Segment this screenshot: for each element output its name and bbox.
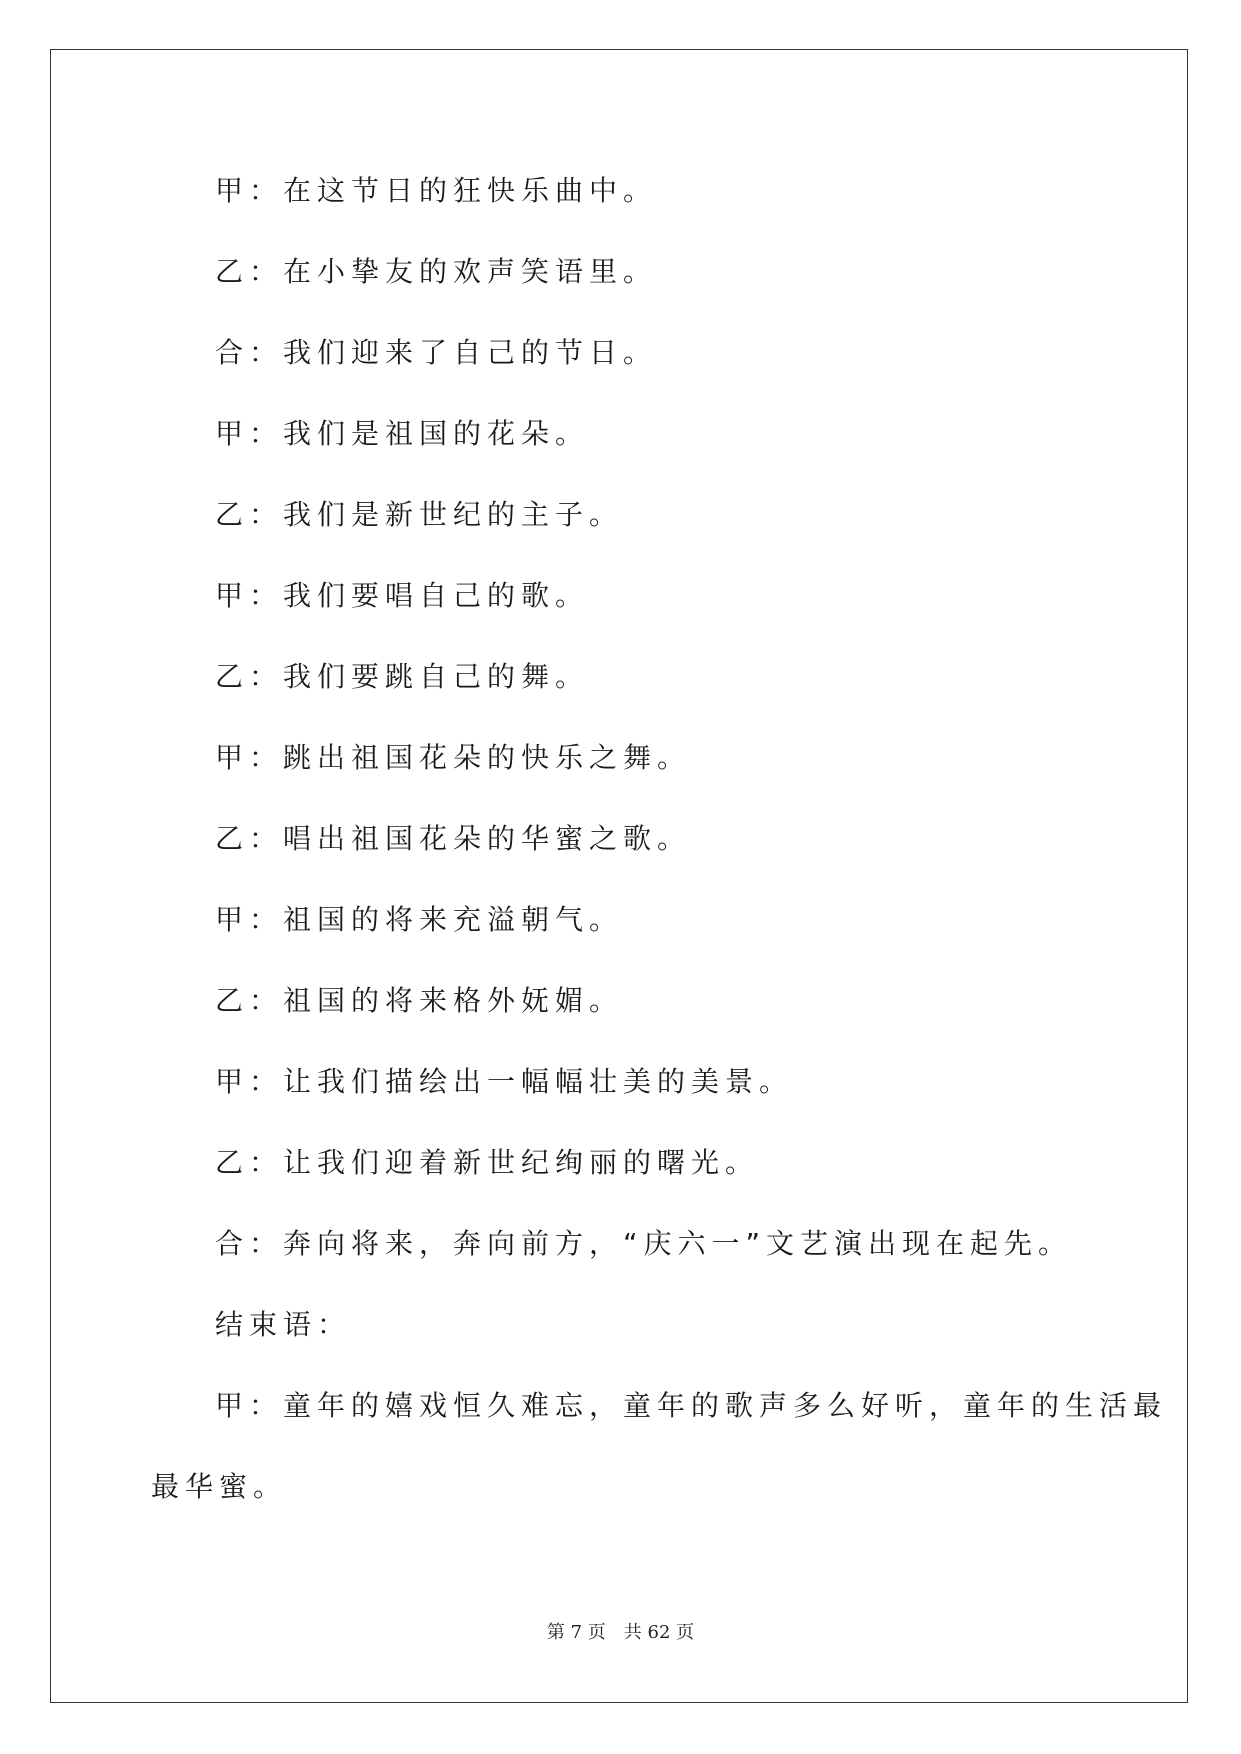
dialogue-line: 合：我们迎来了自己的节日。 bbox=[215, 336, 658, 369]
dialogue-line: 甲：我们要唱自己的歌。 bbox=[215, 579, 590, 612]
dialogue-line: 甲：童年的嬉戏恒久难忘，童年的歌声多么好听，童年的生活最 bbox=[215, 1389, 1168, 1422]
dialogue-line: 甲：让我们描绘出一幅幅壮美的美景。 bbox=[215, 1065, 794, 1098]
dialogue-line: 甲：祖国的将来充溢朝气。 bbox=[215, 903, 624, 936]
page-total: 共 62 页 bbox=[623, 1622, 695, 1643]
page-frame bbox=[50, 49, 1188, 1703]
dialogue-line: 乙：祖国的将来格外妩媚。 bbox=[215, 984, 624, 1017]
dialogue-line: 乙：唱出祖国花朵的华蜜之歌。 bbox=[215, 822, 692, 855]
dialogue-line: 甲：跳出祖国花朵的快乐之舞。 bbox=[215, 741, 692, 774]
page-footer bbox=[0, 1618, 1241, 1644]
section-heading: 结束语： bbox=[215, 1308, 352, 1341]
page-number: 第 7 页 bbox=[546, 1622, 606, 1643]
dialogue-line: 乙：我们要跳自己的舞。 bbox=[215, 660, 590, 693]
dialogue-line: 乙：让我们迎着新世纪绚丽的曙光。 bbox=[215, 1146, 760, 1179]
dialogue-line: 甲：我们是祖国的花朵。 bbox=[215, 417, 590, 450]
dialogue-line: 乙：在小挚友的欢声笑语里。 bbox=[215, 255, 658, 288]
dialogue-line-continued: 最华蜜。 bbox=[151, 1470, 288, 1503]
dialogue-line: 乙：我们是新世纪的主子。 bbox=[215, 498, 624, 531]
dialogue-line: 合：奔向将来，奔向前方，“庆六一”文艺演出现在起先。 bbox=[215, 1227, 1073, 1260]
dialogue-line: 甲：在这节日的狂快乐曲中。 bbox=[215, 174, 658, 207]
